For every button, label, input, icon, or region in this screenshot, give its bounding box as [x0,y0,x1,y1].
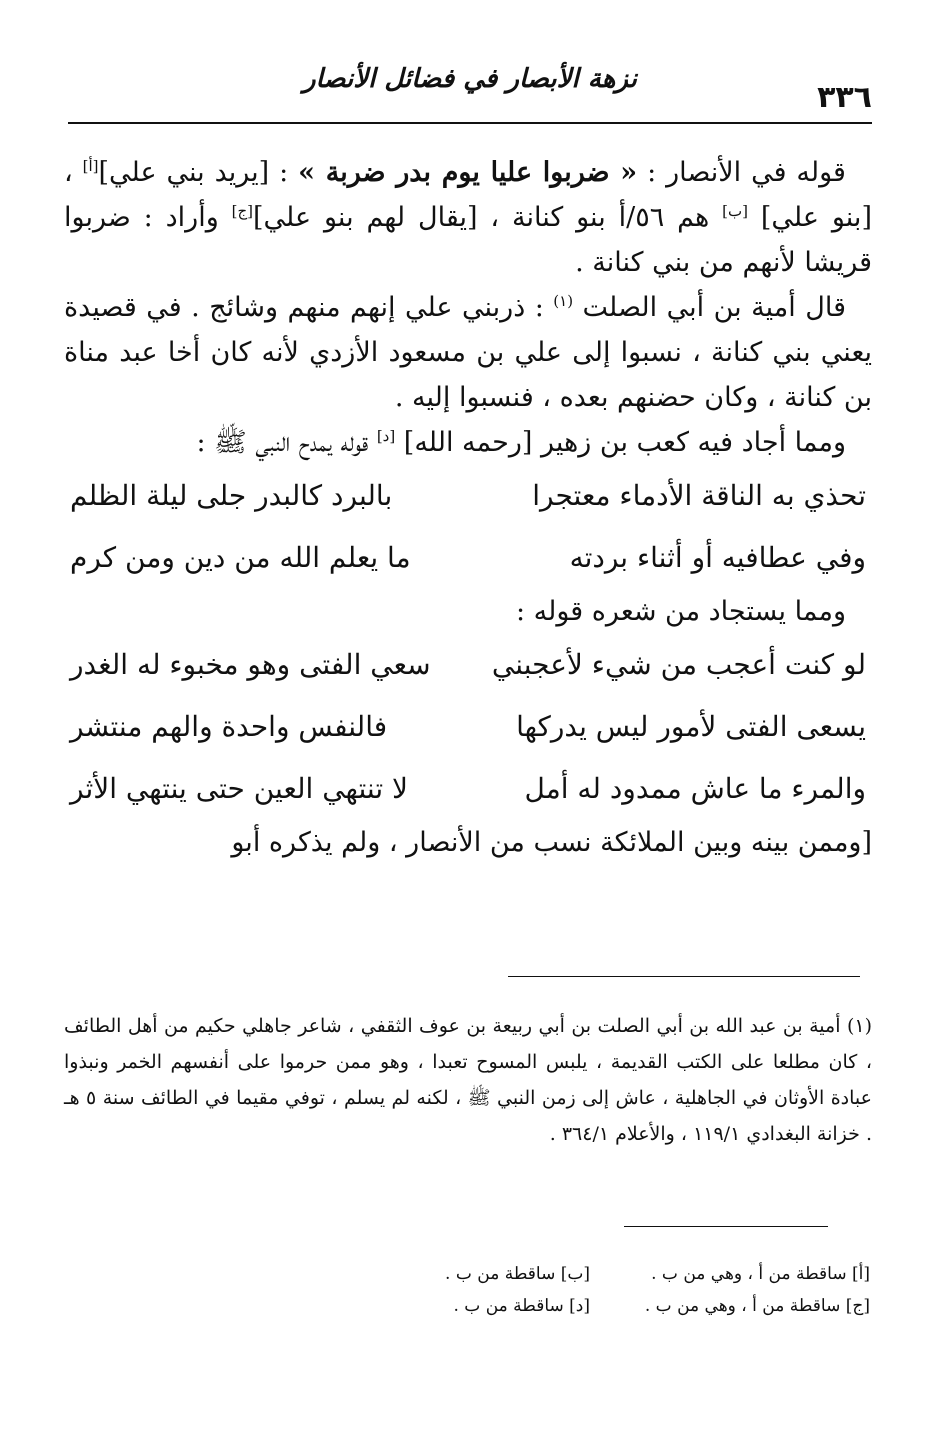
variant-row [310,1258,870,1290]
variant-note: [ج] ساقطة من أ ، وهي من ب . [644,1296,870,1316]
paragraph-1 [64,150,872,285]
verse-second-hemistich: ما يعلم الله من دين ومن كرم [70,541,411,574]
variant-note: [ب] ساقطة من ب . [445,1264,590,1284]
paragraph-2 [64,285,872,420]
footnote [64,1008,872,1152]
p1-a: قوله في الأنصار : [637,157,846,188]
verse-line [64,634,872,696]
paragraph-5: [وممن بينه وبين الملائكة نسب من الأنصار ، ولم يذكره أبو [231,827,872,858]
footnote-number: (١) [846,1015,872,1037]
paragraph-3 [64,420,872,465]
verse-line [64,527,872,589]
footnote-text [64,1008,872,1152]
variant-notes [310,1258,870,1322]
page-number: ٣٣٦ [817,80,872,115]
verse-first-hemistich: وفي عطافيه أو أثناء بردته [569,541,866,574]
verse-line [64,758,872,820]
variant-marker-j: [ج] [231,202,254,220]
p3-a: ومما أجاد فيه كعب بن زهير [رحمه الله] [395,427,846,458]
verse-second-hemistich: لا تنتهي العين حتى ينتهي الأثر [70,772,409,805]
variant-note: [أ] ساقطة من أ ، وهي من ب . [651,1264,870,1284]
p1-c: ، [بنو علي] [64,157,872,233]
footnote-body: أمية بن عبد الله بن أبي الصلت بن أبي ربيعة بن عوف الثقفي ، شاعر جاهلي حكيم من أهل الطائف ، كان مطلعا على الكتب القديمة ، يلبس المسوح تعبدا ، وهو ممن حرموا على أنفسهم الخمر ونبذوا عبادة الأوثان في الجاهلية ، عاش إلى زمن النبي ﷺ ، لكنه لم يسلم ، توفي مقيما في الطائف سنة ٥ هـ . خزانة البغدادي ١١٩/١ ، والأعلام ٣٦٤/١ . [64,1015,872,1145]
verse-first-hemistich: تحذي به الناقة الأدماء معتجرا [532,479,866,512]
variant-row [310,1290,870,1322]
verse-line [64,465,872,527]
p2-b: : ذربني علي إنهم منهم وشائج . في قصيدة يعني بني كنانة ، نسبوا إلى علي بن مسعود الأزدي لأنه كان أخا عبد مناة بن كنانة ، وكان حضنهم بعده ، فنسبوا إليه . [64,292,872,413]
verse-second-hemistich: سعي الفتى وهو مخبوء له الغدر [70,648,431,681]
footnote-marker: (١) [553,292,574,310]
verse-second-hemistich: فالنفس واحدة والهم منتشر [70,710,388,743]
page-header [68,58,872,120]
p1-b: : [يريد بني علي] [98,157,299,188]
verse-line [64,696,872,758]
p1-e: وأراد : ضربوا قريشا لأنهم من بني كنانة . [64,202,872,278]
running-title: نزهة الأبصار في فضائل الأنصار [303,64,637,94]
main-text [64,150,872,865]
p1-d: هم ٥٦/أ بنو كنانة ، [يقال لهم بنو علي] [253,202,723,233]
paragraph-4: ومما يستجاد من شعره قوله : [515,596,846,627]
p3-b: قوله يمدح النبي ﷺ : [196,427,377,458]
variant-notes-rule [624,1226,828,1227]
p2-a: قال أمية بن أبي الصلت [573,292,846,323]
footnote-rule [508,976,860,977]
header-rule [68,122,872,124]
variant-marker-a: [أ] [82,157,99,175]
variant-marker-d: [د] [376,427,396,445]
verse-first-hemistich: يسعى الفتى لأمور ليس يدركها [516,710,866,743]
quoted-phrase: « ضربوا عليا يوم بدر ضربة » [298,157,638,188]
variant-marker-b: [ب] [722,202,748,220]
verse-first-hemistich: والمرء ما عاش ممدود له أمل [524,772,866,805]
verse-second-hemistich: بالبرد كالبدر جلى ليلة الظلم [70,479,393,512]
variant-note: [د] ساقطة من ب . [453,1296,590,1316]
verse-first-hemistich: لو كنت أعجب من شيء لأعجبني [491,648,866,681]
